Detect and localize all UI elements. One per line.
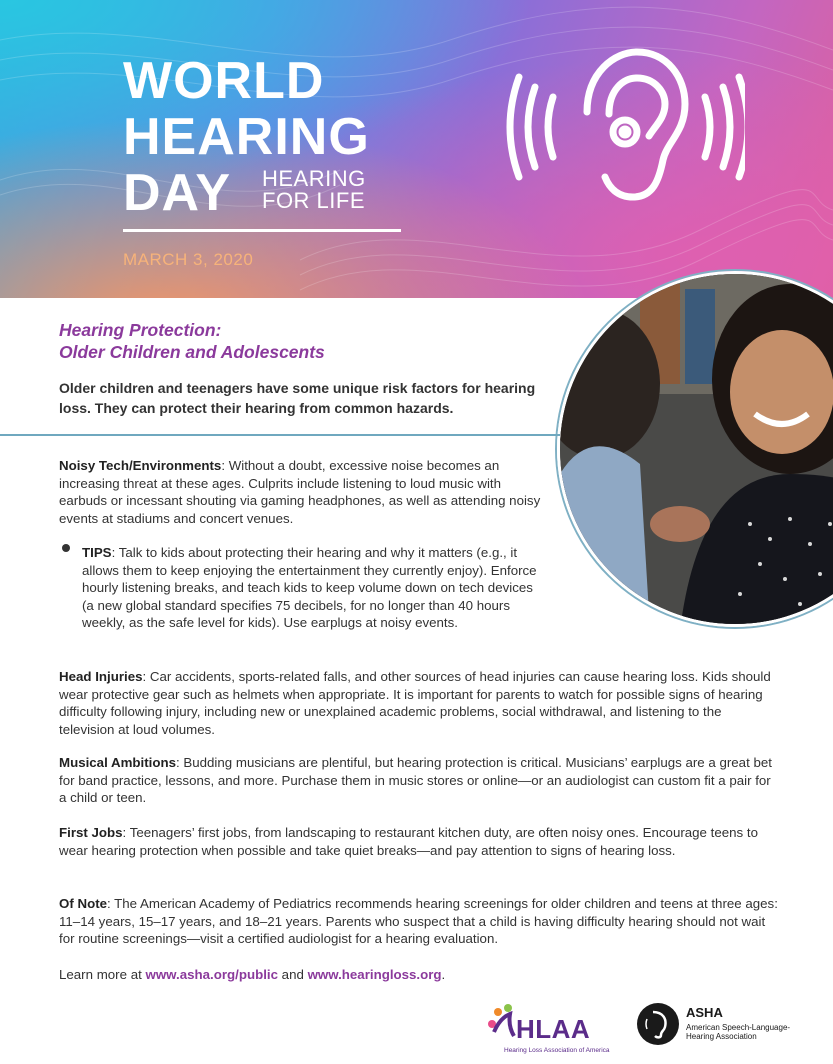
musical-paragraph [59,754,775,807]
asha-logo-text: ASHA [686,1005,723,1020]
of-note-paragraph [59,895,779,948]
head-injuries-paragraph [59,668,779,738]
heading-line-2: Older Children and Adolescents [59,342,325,362]
learn-more-prefix: Learn more at [59,967,146,982]
hlaa-logo-text: HLAA [516,1014,591,1044]
noisy-tech-term: Noisy Tech/Environments [59,458,222,473]
subtitle-line-2: FOR LIFE [262,188,366,213]
tips-paragraph [82,544,542,632]
title-line-3: DAY [123,164,232,222]
first-jobs-term: First Jobs [59,825,123,840]
event-date: MARCH 3, 2020 [123,250,254,269]
hlaa-full-name: Hearing Loss Association of America [504,1047,610,1054]
asha-link[interactable]: www.asha.org/public [145,967,278,982]
photo-illustration [560,274,833,627]
asha-logo-icon [637,1003,679,1045]
learn-more-line [59,966,659,984]
ear-sound-icon [505,42,745,212]
learn-more-middle: and [277,967,308,982]
subtitle-line-1: HEARING [262,166,366,191]
learn-more-suffix: . [441,967,446,982]
heading-line-1: Hearing Protection: [59,320,222,340]
of-note-term: Of Note [59,896,108,911]
first-jobs-text: : Teenagers’ first jobs, from landscaping to restaurant kitchen duty, are often noisy ones. Encourage teens to wear hearing protection when possible and take quiet breaks—and pay attention to signs of hearing loss. [59,825,758,858]
section-divider [0,434,560,436]
head-injuries-term: Head Injuries [59,669,143,684]
hlaa-link[interactable]: www.hearingloss.org [307,967,442,982]
title-underline [123,229,401,232]
musical-text: : Budding musicians are plentiful, but hearing protection is critical. Musicians’ earplugs are a great bet for band practice, lessons, and more. Purchase them in music stores or online—or an audiologist can custom fit a pair for a child or teen. [59,755,772,805]
intro-text: Older children and teenagers have some unique risk factors for hearing loss. They can protect their hearing from common hazards. [59,380,536,416]
title-line-1: WORLD [123,52,325,110]
first-jobs-paragraph [59,824,779,859]
bullet-dot [62,544,70,552]
musical-term: Musical Ambitions [59,755,176,770]
title-line-2: HEARING [123,108,370,166]
teens-photo [557,271,833,627]
noisy-tech-paragraph [59,457,544,527]
tips-text: : Talk to kids about protecting their hearing and why it matters (e.g., it allows them to keep enjoying the entertainment they currently enjoy). Enforce hourly listening breaks, and teach kids to keep volume down on tech devices (a new global standard specifies 75 decibels, for no longer than 40 hours weekly, as the safe level for kids). Use earplugs at noisy events. [82,545,537,630]
tips-term: TIPS [82,545,112,560]
subtitle [262,168,366,212]
head-injuries-text: : Car accidents, sports-related falls, and other sources of head injuries can cause hearing loss. Kids should wear protective gear such as helmets when appropriate. It is important for parents to watch for possible signs of hearing difficulty following injury, including new or unexplained academic problems, social withdrawal, and listening to the television at loud volumes. [59,669,771,737]
noisy-tech-text: : Without a doubt, excessive noise becomes an increasing threat at these ages. Culprits include listening to loud music with earbuds or incessant shouting via gaming headphones, as well as attending noisy events at stadiums and concert venues. [59,458,541,526]
of-note-text: : The American Academy of Pediatrics recommends hearing screenings for older children and teens at three ages: 11–14 years, 15–17 years, and 18–21 years. Parents who suspect that a child is having difficulty hearing should not wait for routine screenings—visit a certified audiologist for a hearing evaluation. [59,896,778,946]
asha-full-name: American Speech-Language-Hearing Association [686,1023,791,1041]
header-banner [0,0,833,298]
